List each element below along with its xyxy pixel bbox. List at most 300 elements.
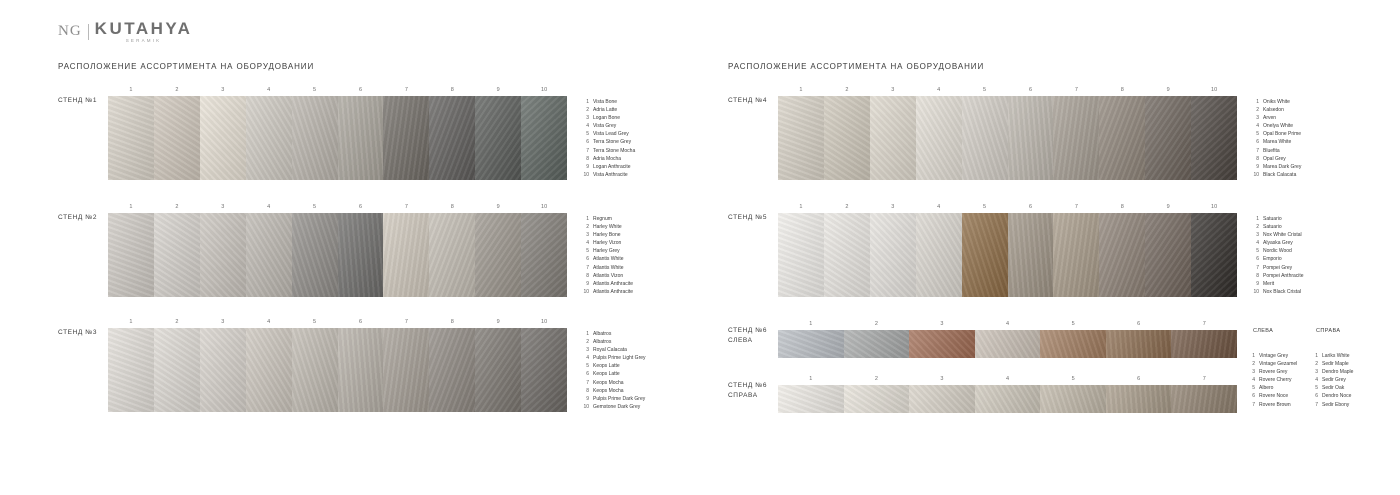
panel-number: 2 [175,87,179,93]
legend-name: Royal Calacata [593,347,627,354]
legend-index: 4 [1252,377,1255,384]
legend-index: 8 [586,155,589,162]
stand-2-strip[interactable] [108,204,567,297]
legend-index: 7 [586,147,589,154]
panel-number: 9 [496,319,500,325]
panel-4[interactable] [975,376,1041,413]
legend-name: Rovere Noce [1259,393,1289,400]
panel-6[interactable] [1106,321,1172,358]
legend-row [1249,376,1297,384]
stand-3-strip[interactable] [108,319,567,412]
legend-name: Black Calacata [1263,171,1297,178]
panel-number: 7 [1202,376,1206,382]
panel-4[interactable] [246,319,292,412]
panel-6[interactable] [1106,376,1172,413]
legend-name: Regnum [593,216,612,222]
legend-row [1253,247,1304,255]
legend-index: 7 [1315,401,1318,408]
side-list-right [1312,352,1353,409]
panel-number: 2 [175,204,179,210]
legend-name: Dendro Maple [1322,369,1354,376]
legend-index: 8 [586,387,589,394]
logo-brand-text: KUTAHYA [94,19,193,38]
legend-name: Gemstone Dark Grey [593,403,641,410]
panel-10[interactable] [521,87,567,180]
legend-name: Bluefita [1263,147,1280,154]
stand-1-legend [583,98,635,179]
panel-7[interactable] [383,204,429,297]
panel-4[interactable] [916,204,962,297]
legend-index: 5 [1256,248,1259,255]
legend-row [583,330,646,338]
panel-number: 5 [1071,376,1075,382]
legend-row [583,255,633,263]
panel-7[interactable] [1053,204,1099,297]
panel-number: 3 [940,376,944,382]
panel-2[interactable] [154,319,200,412]
legend-index: 2 [1256,107,1259,114]
panel-number: 9 [1166,87,1170,93]
legend-index: 2 [1315,361,1318,368]
legend-row [1253,106,1301,114]
panel-6[interactable] [338,204,384,297]
legend-row [583,147,635,155]
legend-row [583,98,635,106]
legend-name: Satuario [1263,224,1282,231]
panel-3[interactable] [909,376,975,413]
panel-8[interactable] [429,319,475,412]
panel-number: 3 [221,87,225,93]
legend-index: 3 [1256,232,1259,239]
panel-2[interactable] [844,376,910,413]
panel-6[interactable] [338,87,384,180]
legend-row [1253,272,1304,280]
panel-number: 2 [845,204,849,210]
panel-number: 6 [1028,204,1033,210]
panel-3[interactable] [870,87,916,180]
panel-5[interactable] [962,204,1008,297]
legend-index: 5 [1256,131,1259,138]
legend-index: 4 [1256,240,1259,247]
panel-3[interactable] [909,321,975,358]
legend-name: Marea Dark Grey [1263,163,1302,170]
panel-10[interactable] [1191,87,1237,180]
stand-6-right-strip[interactable] [778,376,1237,413]
panel-number: 4 [267,87,271,93]
panel-2[interactable] [824,87,870,180]
legend-name: Nox White Cristal [1263,232,1302,239]
logo-ng-text: NG [58,23,82,40]
legend-name: Pulpis Prime Dark Grey [593,395,646,402]
panel-6[interactable] [338,319,384,412]
panel-number: 6 [358,204,363,210]
panel-5[interactable] [962,87,1008,180]
legend-name: Opal Grey [1263,155,1286,162]
legend-index: 3 [1315,369,1318,376]
legend-row [1312,368,1353,376]
side-list-right-heading: СПРАВА [1316,328,1341,334]
panel-number: 1 [129,204,133,210]
stand-4-strip[interactable] [778,87,1237,180]
side-list-left-heading: СЛЕВА [1253,328,1274,334]
stand-1-strip[interactable] [108,87,567,180]
legend-index: 9 [586,163,589,170]
panel-number: 8 [450,319,454,325]
legend-name: Atlantis Vizon [593,272,624,279]
legend-index: 1 [586,331,589,337]
legend-row [583,280,633,288]
panel-3[interactable] [200,87,246,180]
stand-6-left-sub: СЛЕВА [728,336,753,344]
legend-row [583,370,646,378]
legend-name: Harley White [593,224,622,231]
panel-3[interactable] [200,204,246,297]
legend-index: 1 [1252,353,1255,359]
legend-row [1253,171,1301,179]
panel-1[interactable] [108,87,154,180]
legend-row [1253,255,1304,263]
legend-index: 10 [583,288,589,295]
legend-row [1253,239,1304,247]
legend-index: 5 [586,248,589,255]
legend-name: Rovere Brown [1259,401,1291,408]
legend-row [1249,360,1297,368]
panel-8[interactable] [1099,87,1145,180]
panel-number: 3 [221,319,225,325]
panel-10[interactable] [521,204,567,297]
legend-index: 6 [586,139,589,146]
panel-number: 6 [358,87,363,93]
panel-4[interactable] [246,204,292,297]
legend-index: 10 [1253,171,1259,178]
panel-number: 6 [1028,87,1033,93]
legend-name: Marea White [1263,139,1292,146]
panel-number: 8 [450,204,454,210]
legend-name: Keops Mocha [593,387,624,394]
stand-5-legend [1253,215,1304,296]
legend-row [583,215,633,223]
panel-6[interactable] [1008,204,1054,297]
panel-10[interactable] [521,319,567,412]
legend-index: 7 [1256,147,1259,154]
panel-number: 5 [1071,321,1075,327]
panel-number: 3 [891,204,895,210]
legend-index: 3 [586,347,589,354]
legend-row [583,171,635,179]
legend-name: Vista Lead Grey [593,131,629,138]
legend-row [1253,138,1301,146]
panel-5[interactable] [1040,376,1106,413]
stand-5-label: СТЕНД №5 [728,214,768,221]
legend-index: 2 [586,339,589,346]
legend-row [1312,376,1353,384]
legend-index: 4 [586,123,589,130]
legend-row [1312,384,1353,392]
legend-name: Harley Bone [593,232,621,239]
legend-row [1253,155,1301,163]
legend-row [583,338,646,346]
legend-index: 8 [1256,155,1259,162]
panel-number: 8 [1120,204,1124,210]
panel-1[interactable] [108,319,154,412]
panel-7[interactable] [1171,376,1237,413]
panel-number: 6 [1137,321,1141,327]
stand-6-right-label [728,381,767,401]
panel-1[interactable] [778,321,844,358]
legend-name: Oniks White [1263,99,1290,105]
panel-number: 7 [404,87,408,93]
panel-number: 4 [937,87,941,93]
legend-name: Albatros [593,331,612,337]
stand-1-label: СТЕНД №1 [58,97,98,104]
legend-row [583,247,633,255]
legend-index: 1 [586,216,589,222]
panel-number: 1 [799,87,803,93]
panel-1[interactable] [778,87,824,180]
stand-2-label: СТЕНД №2 [58,214,98,221]
legend-index: 1 [1315,353,1318,359]
panel-number: 7 [404,204,408,210]
panel-8[interactable] [429,204,475,297]
legend-row [583,387,646,395]
legend-row [1249,384,1297,392]
legend-name: Atlantis White [593,256,624,263]
panel-7[interactable] [1053,87,1099,180]
legend-name: Pompei Grey [1263,264,1293,271]
panel-number: 4 [1005,321,1010,327]
panel-number: 1 [799,204,803,210]
legend-row [1253,130,1301,138]
legend-row [583,362,646,370]
panel-number: 1 [129,319,133,325]
panel-5[interactable] [292,87,338,180]
legend-name: Emporio [1263,256,1282,263]
legend-name: Dendro Noce [1322,393,1352,400]
panel-number: 9 [496,204,500,210]
legend-index: 3 [1256,115,1259,122]
legend-index: 2 [1256,224,1259,231]
legend-row [1312,360,1353,368]
stand-4-label: СТЕНД №4 [728,97,768,104]
panel-7[interactable] [1171,321,1237,358]
legend-row [583,163,635,171]
legend-name: Terra Stone Mocha [593,147,636,154]
panel-4[interactable] [975,321,1041,358]
legend-row [1253,280,1304,288]
stand-6-right-sub: СПРАВА [728,391,758,399]
legend-name: Lariks White [1322,353,1350,359]
panel-1[interactable] [108,204,154,297]
legend-row [583,155,635,163]
panel-9[interactable] [475,319,521,412]
legend-index: 10 [583,171,589,178]
legend-row [583,272,633,280]
legend-index: 3 [586,115,589,122]
logo-divider [88,24,89,40]
panel-4[interactable] [246,87,292,180]
legend-row [583,379,646,387]
panel-5[interactable] [292,319,338,412]
legend-index: 1 [586,99,589,105]
panel-number: 5 [983,204,987,210]
panel-5[interactable] [1040,321,1106,358]
panel-number: 2 [175,319,179,325]
legend-row [1312,352,1353,360]
panel-number: 3 [940,321,944,327]
panel-2[interactable] [844,321,910,358]
panel-10[interactable] [1191,204,1237,297]
legend-index: 9 [586,395,589,402]
legend-index: 3 [1252,369,1255,376]
legend-index: 4 [586,240,589,247]
logo-wordmark [95,20,193,44]
panel-1[interactable] [778,376,844,413]
legend-name: Vintage Gezamel [1259,361,1298,368]
legend-index: 6 [1252,393,1255,400]
panel-number: 6 [358,319,363,325]
legend-index: 5 [586,131,589,138]
panel-9[interactable] [1145,87,1191,180]
legend-name: Sedir Grey [1322,377,1346,384]
legend-name: Nordic Wood [1263,248,1292,255]
legend-index: 7 [586,264,589,271]
legend-index: 7 [1252,401,1255,408]
legend-index: 4 [1315,377,1318,384]
legend-row [1253,223,1304,231]
legend-name: Pulpis Prime Light Grey [593,355,646,362]
panel-number: 1 [809,321,813,327]
panel-number: 9 [1166,204,1170,210]
legend-row [1312,392,1353,400]
panel-2[interactable] [824,204,870,297]
panel-number: 10 [1211,87,1218,93]
panel-number: 7 [1074,87,1078,93]
panel-number: 9 [496,87,500,93]
panel-number: 10 [541,87,548,93]
legend-name: Vista Grey [593,123,617,130]
panel-number: 4 [1005,376,1010,382]
panel-number: 7 [1202,321,1206,327]
legend-index: 5 [1315,385,1318,392]
panel-number: 1 [129,87,133,93]
legend-row [1253,147,1301,155]
legend-index: 6 [586,371,589,378]
legend-index: 10 [583,403,589,410]
legend-row [1253,114,1301,122]
logo-subtitle-text: SERAMIK [125,38,162,43]
panel-2[interactable] [154,204,200,297]
legend-name: Keops Latte [593,363,620,370]
legend-index: 8 [586,272,589,279]
side-list-left [1249,352,1297,409]
panel-number: 10 [1211,204,1218,210]
legend-name: Kalsedon [1263,107,1284,114]
panel-7[interactable] [383,319,429,412]
legend-index: 9 [1256,163,1259,170]
legend-row [583,122,635,130]
legend-index: 10 [1253,288,1259,295]
panel-number: 4 [267,319,271,325]
legend-name: Rovere Grey [1259,369,1288,376]
panel-4[interactable] [916,87,962,180]
legend-name: Vintage Grey [1259,353,1289,359]
heading-left: РАСПОЛОЖЕНИЕ АССОРТИМЕНТА НА ОБОРУДОВАНИИ [58,62,315,71]
legend-row [583,106,635,114]
panel-number: 7 [1074,204,1078,210]
legend-row [583,114,635,122]
legend-index: 6 [1315,393,1318,400]
legend-row [1253,288,1304,296]
panel-8[interactable] [429,87,475,180]
legend-name: Albatros [593,339,612,346]
panel-number: 10 [541,204,548,210]
panel-number: 8 [1120,87,1124,93]
legend-name: Sedir Maple [1322,361,1349,368]
stand-6-left-label [728,326,767,346]
legend-index: 2 [586,107,589,114]
legend-row [1249,401,1297,409]
brand-logo [58,20,192,44]
stand-5-strip[interactable] [778,204,1237,297]
panel-1[interactable] [778,204,824,297]
panel-number: 5 [313,319,317,325]
stand-6-left-strip[interactable] [778,321,1237,358]
panel-9[interactable] [1145,204,1191,297]
stand-3-label: СТЕНД №3 [58,329,98,336]
panel-number: 3 [891,87,895,93]
panel-number: 8 [450,87,454,93]
legend-row [583,288,633,296]
legend-row [583,403,646,411]
legend-name: Satuario [1263,216,1282,222]
legend-row [583,239,633,247]
stand-4-legend [1253,98,1301,179]
legend-row [583,354,646,362]
panel-7[interactable] [383,87,429,180]
panel-5[interactable] [292,204,338,297]
legend-name: Adria Mocha [593,155,622,162]
panel-number: 5 [313,87,317,93]
panel-9[interactable] [475,204,521,297]
legend-name: Atlantis Anthracite [593,288,634,295]
panel-number: 4 [937,204,941,210]
legend-name: Logan Anthracite [593,163,631,170]
legend-row [1253,122,1301,130]
legend-index: 9 [586,280,589,287]
panel-2[interactable] [154,87,200,180]
legend-name: Opal Bone Prime [1263,131,1302,138]
panel-6[interactable] [1008,87,1054,180]
legend-name: Sedir Oak [1322,385,1345,392]
legend-name: Harley Vizon [593,240,622,247]
panel-3[interactable] [870,204,916,297]
legend-name: Adria Latte [593,107,618,114]
panel-8[interactable] [1099,204,1145,297]
panel-number: 5 [313,204,317,210]
legend-name: Atlantis White [593,264,624,271]
panel-9[interactable] [475,87,521,180]
legend-index: 5 [586,363,589,370]
legend-row [1253,231,1304,239]
legend-index: 6 [1256,139,1259,146]
legend-name: Atlantis Anthracite [593,280,634,287]
panel-3[interactable] [200,319,246,412]
legend-name: Rovere Cherry [1259,377,1292,384]
legend-name: Vista Anthracite [593,171,628,178]
legend-name: Nox Black Cristal [1263,288,1302,295]
legend-index: 9 [1256,280,1259,287]
panel-number: 1 [809,376,813,382]
